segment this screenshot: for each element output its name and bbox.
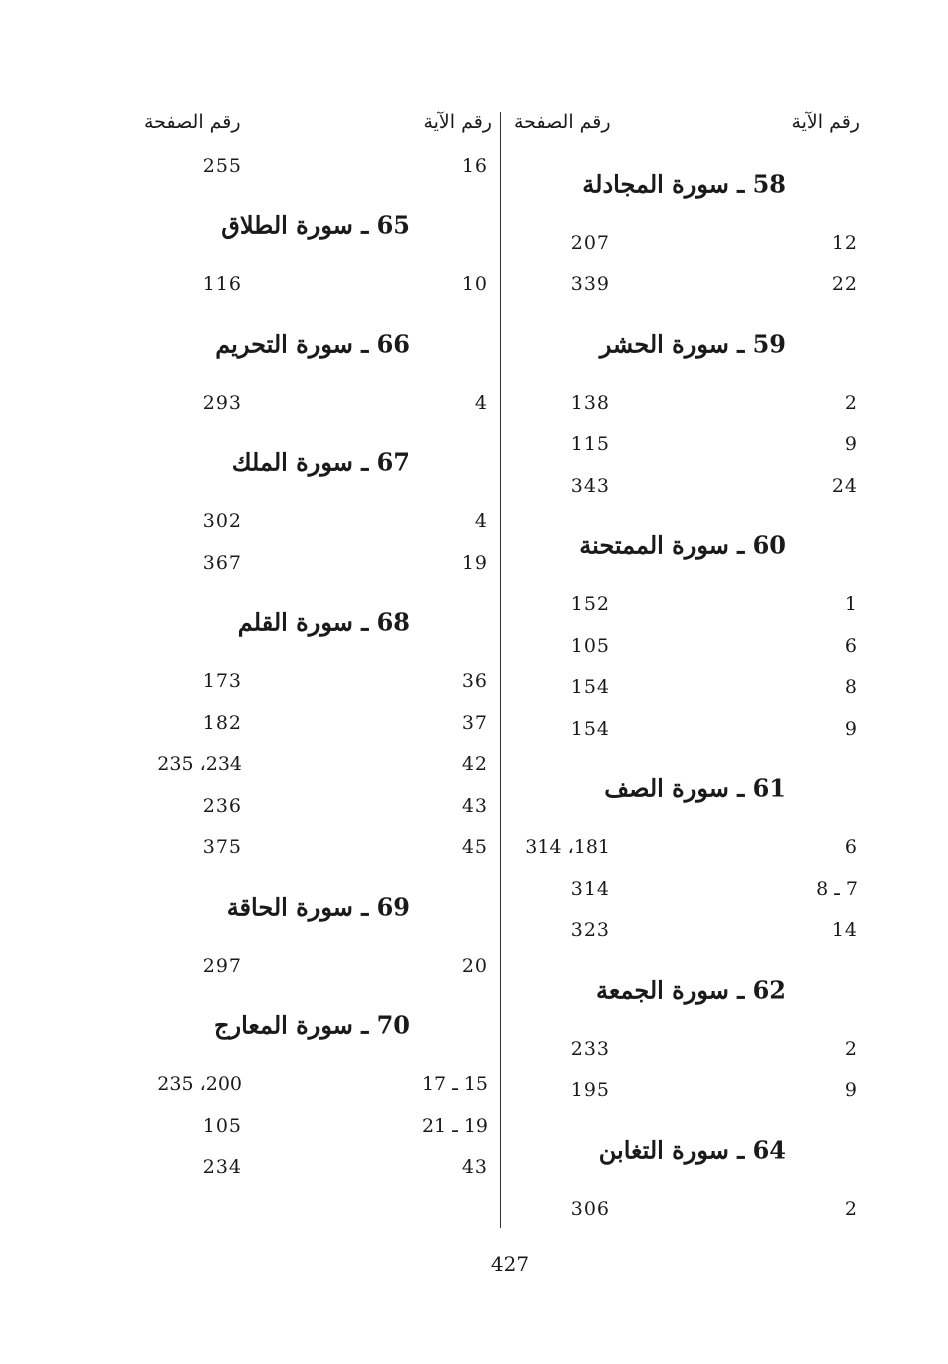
page-reference: 306 xyxy=(570,1197,610,1220)
page-reference: 293 xyxy=(202,391,242,414)
ayah-number: 43 xyxy=(461,794,488,817)
index-row xyxy=(140,542,496,584)
sura-heading xyxy=(140,305,496,382)
index-row xyxy=(140,702,496,744)
index-row xyxy=(514,465,864,507)
sura-heading xyxy=(140,987,496,1064)
index-row xyxy=(514,264,864,306)
ayah-number: 6 xyxy=(844,836,858,859)
index-row xyxy=(140,501,496,543)
ayah-number: 9 xyxy=(844,1079,858,1102)
index-row xyxy=(140,382,496,424)
ayah-number: 42 xyxy=(461,753,488,776)
page-number: 427 xyxy=(490,1252,530,1276)
index-row xyxy=(514,382,864,424)
ayah-number: 24 xyxy=(831,474,858,497)
right-column-entries xyxy=(514,145,864,1230)
index-row xyxy=(514,827,864,869)
index-row xyxy=(514,1028,864,1070)
sura-heading xyxy=(140,187,496,264)
index-row xyxy=(140,1064,496,1106)
page-reference: 115 xyxy=(570,433,610,456)
page-reference: 138 xyxy=(570,391,610,414)
ayah-number: 4 xyxy=(474,391,488,414)
page-reference: 207 xyxy=(570,231,610,254)
column-divider xyxy=(500,112,501,1228)
index-row xyxy=(140,264,496,306)
page-reference: 234 xyxy=(202,1156,242,1179)
sura-heading xyxy=(514,1111,864,1188)
sura-title: 66 ـ سورة التحريم xyxy=(215,329,410,358)
ayah-number: 14 xyxy=(831,919,858,942)
left-index-column xyxy=(140,105,496,1188)
index-row xyxy=(140,1105,496,1147)
sura-title: 62 ـ سورة الجمعة xyxy=(596,975,786,1004)
page-reference: 233 xyxy=(570,1037,610,1060)
column-header xyxy=(514,105,864,145)
page-reference: 200، 235 xyxy=(157,1073,242,1096)
ayah-number: 4 xyxy=(474,510,488,533)
sura-heading xyxy=(514,507,864,584)
page-reference: 255 xyxy=(202,154,242,177)
sura-title: 58 ـ سورة المجادلة xyxy=(582,169,786,198)
page-reference: 173 xyxy=(202,670,242,693)
ayah-number: 20 xyxy=(461,954,488,977)
sura-heading xyxy=(140,584,496,661)
ayah-number: 6 xyxy=(844,634,858,657)
sura-title: 60 ـ سورة الممتحنة xyxy=(579,530,786,560)
page-reference: 339 xyxy=(570,273,610,296)
page-reference: 154 xyxy=(570,676,610,699)
sura-title: 61 ـ سورة الصف xyxy=(604,773,786,803)
index-row xyxy=(514,667,864,709)
ayah-number: 12 xyxy=(831,231,858,254)
page-reference: 367 xyxy=(202,551,242,574)
ayah-number-header: رقم الآية xyxy=(791,111,860,133)
ayah-number: 37 xyxy=(461,711,488,734)
sura-heading xyxy=(514,951,864,1028)
sura-heading xyxy=(514,145,864,222)
ayah-number: 45 xyxy=(461,836,488,859)
page-reference: 116 xyxy=(202,273,242,296)
ayah-number: 7 ـ 8 xyxy=(816,877,858,900)
ayah-number: 43 xyxy=(461,1156,488,1179)
ayah-number: 1 xyxy=(844,593,858,616)
index-row xyxy=(514,1188,864,1230)
ayah-number: 22 xyxy=(831,273,858,296)
page-reference: 375 xyxy=(202,836,242,859)
index-row xyxy=(514,708,864,750)
index-row xyxy=(514,1070,864,1112)
index-row xyxy=(140,661,496,703)
index-row xyxy=(514,868,864,910)
index-row xyxy=(140,145,496,187)
column-header xyxy=(140,105,496,145)
ayah-number: 2 xyxy=(844,1197,858,1220)
page-reference: 297 xyxy=(202,954,242,977)
index-row xyxy=(140,785,496,827)
page-number-header: رقم الصفحة xyxy=(144,111,241,133)
sura-title: 65 ـ سورة الطلاق xyxy=(221,210,410,240)
sura-heading xyxy=(140,424,496,501)
sura-title: 69 ـ سورة الحاقة xyxy=(226,892,410,921)
sura-title: 64 ـ سورة التغابن xyxy=(598,1135,786,1164)
page-reference: 105 xyxy=(202,1114,242,1137)
sura-title: 67 ـ سورة الملك xyxy=(231,447,410,477)
sura-title: 68 ـ سورة القلم xyxy=(237,607,410,637)
sura-heading xyxy=(514,750,864,827)
ayah-number: 36 xyxy=(461,670,488,693)
page-reference: 314 xyxy=(570,877,610,900)
page-reference: 236 xyxy=(202,794,242,817)
page-reference: 195 xyxy=(570,1079,610,1102)
sura-heading xyxy=(514,305,864,382)
index-row xyxy=(140,1147,496,1189)
right-index-column xyxy=(514,105,864,1230)
page-reference: 302 xyxy=(202,510,242,533)
page-reference: 323 xyxy=(570,919,610,942)
ayah-number: 2 xyxy=(844,391,858,414)
page-reference: 234، 235 xyxy=(157,753,242,776)
index-row xyxy=(514,584,864,626)
ayah-number: 8 xyxy=(844,676,858,699)
page-reference: 182 xyxy=(202,711,242,734)
index-row xyxy=(140,827,496,869)
page-number-header: رقم الصفحة xyxy=(514,111,611,133)
index-row xyxy=(514,424,864,466)
sura-title: 70 ـ سورة المعارج xyxy=(213,1010,410,1040)
sura-heading xyxy=(140,868,496,945)
index-row xyxy=(514,625,864,667)
ayah-number: 9 xyxy=(844,433,858,456)
index-row xyxy=(140,744,496,786)
page-reference: 181، 314 xyxy=(525,836,610,859)
ayah-number-header: رقم الآية xyxy=(423,111,492,133)
ayah-number: 9 xyxy=(844,717,858,740)
ayah-number: 2 xyxy=(844,1037,858,1060)
ayah-number: 19 ـ 21 xyxy=(421,1114,488,1137)
ayah-number: 16 xyxy=(461,154,488,177)
page-reference: 105 xyxy=(570,634,610,657)
page-reference: 343 xyxy=(570,474,610,497)
index-row xyxy=(514,222,864,264)
ayah-number: 19 xyxy=(461,551,488,574)
sura-title: 59 ـ سورة الحشر xyxy=(599,329,786,358)
page-reference: 154 xyxy=(570,717,610,740)
ayah-number: 15 ـ 17 xyxy=(421,1073,488,1096)
index-row xyxy=(514,910,864,952)
ayah-number: 10 xyxy=(461,273,488,296)
page-reference: 152 xyxy=(570,593,610,616)
left-column-entries xyxy=(140,145,496,1188)
index-row xyxy=(140,945,496,987)
